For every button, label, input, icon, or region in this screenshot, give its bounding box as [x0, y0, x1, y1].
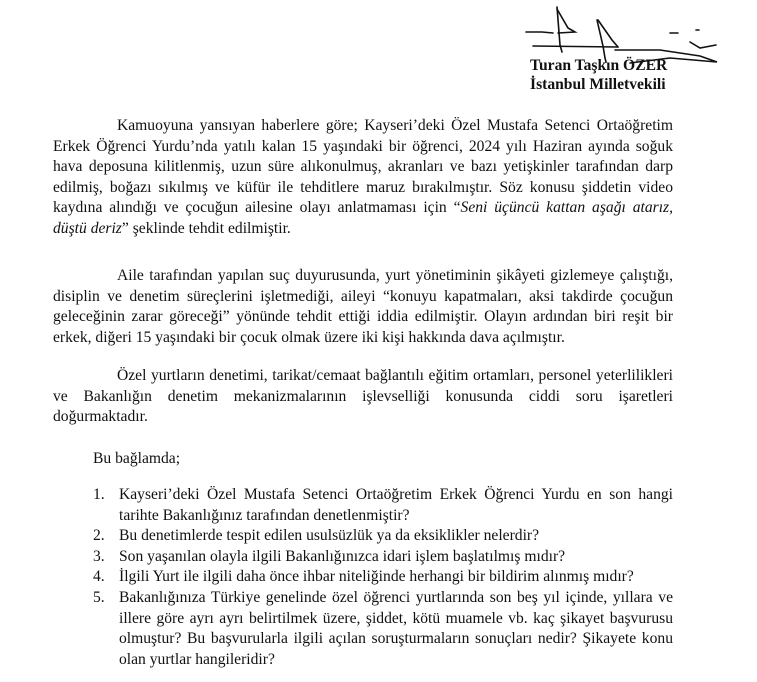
- question-number: 5.: [93, 588, 105, 606]
- question-item: [93, 588, 673, 670]
- question-number: 1.: [93, 486, 105, 503]
- paragraph-incident-text: Kamuoyuna yansıyan haberlere göre; Kayseri’deki Özel Mustafa Setenci Ortaöğretim Erkek Öğrenci Yurdu’nda yatılı kalan 15 yaşındaki bir öğrenci, 2024 yılı Haziran ayında soğuk hava deposuna kilitlenmiş, uzun süre alıkonulmuş, akranları ve bazı yetişkinler tarafından darp edilmiş, boğazı sıkılmış ve küfür ile tehditlere maruz bırakılmıştır. Söz konusu şiddetin video kaydına alındığı ve çocuğun ailesine olayı anlatmaması için “: [53, 117, 673, 217]
- threat-quote: Seni üçüncü kattan aşağı atarız, düştü deriz: [53, 199, 673, 237]
- question-text: Kayseri’deki Özel Mustafa Setenci Ortaöğretim Erkek Öğrenci Yurdu en son hangi tarihte Bakanlığınız tarafından denetlenmiştir?: [119, 486, 673, 524]
- question-text: Bakanlığınıza Türkiye genelinde özel öğrenci yurtlarında son beş yıl içinde, yıllara ve illere göre ayrı ayrı belirtilmek üzere, şiddet, kötü muamele vb. kaç şikayet başvurusu olmuştur? Bu başvurularla ilgili açılan soruşturmaların sonuçları nedir? Şikayete konu olan yurtlar hangileridir?: [119, 588, 673, 668]
- question-number: 4.: [93, 568, 105, 586]
- paragraph-concerns-text: Özel yurtların denetimi, tarikat/cemaat bağlantılı eğitim ortamları, personel yeterlilikleri ve Bakanlığın denetim mekanizmalarının işlevselliği konusunda ciddi soru işaretleri doğurmaktadır.: [53, 367, 673, 426]
- context-line: Bu bağlamda;: [93, 450, 181, 467]
- question-item: [93, 567, 673, 588]
- question-number: 2.: [93, 527, 105, 545]
- signer-name: Turan Taşkın ÖZER: [530, 57, 668, 74]
- question-text: Son yaşanılan olayla ilgili Bakanlığınızca idari işlem başlatılmış mıdır?: [119, 547, 566, 565]
- paragraph-incident: [53, 116, 673, 240]
- paragraph-concerns: [53, 366, 673, 448]
- question-list: [93, 485, 673, 670]
- question-item: [93, 526, 673, 547]
- question-text: İlgili Yurt ile ilgili daha önce ihbar niteliğinde herhangi bir bildirim alınmış mıdır?: [119, 568, 634, 586]
- signature-block: [500, 0, 757, 100]
- question-item: [93, 485, 673, 526]
- paragraph-incident-tail: ” şeklinde tehdit edilmiştir.: [121, 219, 291, 237]
- question-text: Bu denetimlerde tespit edilen usulsüzlük ya da eksiklikler nelerdir?: [119, 527, 540, 545]
- question-number: 3.: [93, 547, 105, 565]
- question-item: [93, 547, 673, 568]
- signer-title: İstanbul Milletvekili: [530, 76, 666, 93]
- paragraph-complaint: Aile tarafından yapılan suç duyurusunda, yurt yönetiminin şikâyeti gizlemeye çalıştığı, disiplin ve denetim süreçlerini işletmediği, aileyi “konuyu kapatmaları, aksi takdirde çocuğun geleceğinin zarar göreceği” yönünde tehdit ettiği iddia edilmiştir. Olayın ardından biri reşit bir erkek, diğeri 15 yaşındaki bir çocuk olmak üzere iki kişi hakkında dava açılmıştır.: [53, 267, 673, 346]
